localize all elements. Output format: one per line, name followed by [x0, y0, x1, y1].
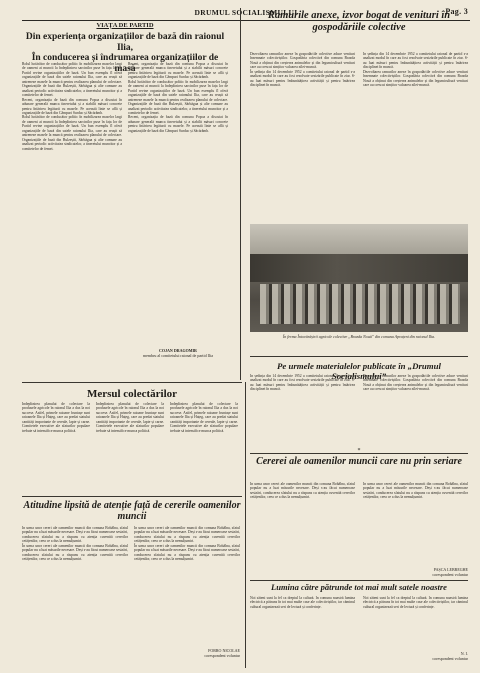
section-tag: VIAȚA DE PARTID [96, 22, 154, 29]
lumina-title: Lumina către pătrunde tot mai mult satele noastre [271, 582, 447, 592]
article2-paragraph: Dezvoltarea ramurilor anexe în gospodăriile colective aduce venituri însemnate colectiviștilor. Gospodăria colectivă din comuna Brazda Nouă a obținut din creșterea animalelor și din legumicultură venituri care au crescut simțitor valoarea zilei-muncă. [250, 52, 355, 70]
article1-paragraph: Recent, organizația de bază din comuna Popoa a discutat în adunare generală munca tineretului și a stabilit măsuri concrete pentru întărirea legăturii cu masele. Pe această linie se află și organizațiile de bază din Câmpuri Surduc și Săcărâmb. [22, 97, 122, 115]
farm-photo [250, 224, 468, 332]
article1-byline: COJAN DRAGOMIR [159, 348, 197, 353]
article2-paragraph: În ședința din 14 decembrie 1952 a comitetului raional de partid s-a analizat modul în care au fost rezolvate sesizările publicate în ziar. S-au luat măsuri pentru îmbunătățirea activității și pentru întărirea disciplinei în muncă. [250, 69, 355, 88]
atitudine-signature [134, 648, 240, 658]
permanente-column-2 [363, 374, 468, 446]
photo-sky [250, 224, 468, 254]
page-number: Pag. 3 [445, 7, 468, 16]
article2-column-1 [250, 52, 355, 218]
permanente-paragraph: În ședința din 14 decembrie 1952 a comitetului raional de partid s-a analizat modul în care au fost rezolvate sesizările publicate în ziar. S-au luat măsuri pentru îmbunătățirea activității și pentru întărirea disciplinei în muncă. [250, 374, 355, 392]
atitudine-paragraph: În urma unor cereri ale oamenilor muncii din comuna Bobâlna, sfatul popular nu a luat măsurile necesare. Deși s-au făcut numeroase sesizări, conducerea sfatului nu a răspuns cu atenția cuvenită cererilor cetățenilor, ceea ce a dus la nemulțumiri. [134, 543, 240, 562]
lumina-column-1 [250, 596, 355, 666]
section-divider [250, 580, 468, 581]
column-divider [240, 8, 241, 380]
column-divider [245, 382, 246, 668]
article1-column-1 [22, 62, 122, 362]
atitudine-paragraph: În urma unor cereri ale oamenilor muncii din comuna Bobâlna, sfatul popular nu a luat măsurile necesare. Deși s-au făcut numeroase sesizări, conducerea sfatului nu a răspuns cu atenția cuvenită cererilor cetățenilor, ceea ce a dus la nemulțumiri. [22, 526, 128, 544]
article2-paragraph: Dezvoltarea ramurilor anexe în gospodăriile colective aduce venituri însemnate colectiviștilor. Gospodăria colectivă din comuna Brazda Nouă a obținut din creșterea animalelor și din legumicultură venituri care au crescut simțitor valoarea zilei-muncă. [363, 69, 468, 88]
mersul-paragraph: Îndeplinirea planului de colectare la produsele agricole în raionul Ilia a dus la noi succese. Astfel, primele raioane fruntașe sunt raioanele Ilia și Hațeg, care au predat statului cantități importante de cereale, lapte și carne. Comitetele executive ale sfaturilor populare trebuie să intensifice munca politică. [96, 402, 164, 433]
article1-paragraph: Recent, organizația de bază din comuna Popoa a discutat în adunare generală munca tineretului și a stabilit măsuri concrete pentru întărirea legăturii cu masele. Pe această linie se află și organizațiile de bază din Câmpuri Surduc și Săcărâmb. [128, 115, 228, 133]
star-separator: * [357, 448, 361, 454]
mersul-paragraph: Îndeplinirea planului de colectare la produsele agricole în raionul Ilia a dus la noi succese. Astfel, primele raioane fruntașe sunt raioanele Ilia și Hațeg, care au predat statului cantități importante de cereale, lapte și carne. Comitetele executive ale sfaturilor populare trebuie să intensifice munca politică. [22, 402, 90, 433]
atitudine-paragraph: În urma unor cereri ale oamenilor muncii din comuna Bobâlna, sfatul popular nu a luat măsurile necesare. Deși s-au făcut numeroase sesizări, conducerea sfatului nu a răspuns cu atenția cuvenită cererilor cetățenilor, ceea ce a dus la nemulțumiri. [22, 543, 128, 562]
lumina-signature [363, 651, 468, 661]
photo-caption: În ferma Întovărășirii agricole colective „Brazda Nouă” din comuna Aprațeni din raionul Ilia. [282, 334, 436, 339]
article1-signature [128, 348, 228, 358]
cereri-title: Cererei ale oamenilor muncii care nu prin seriare [256, 456, 462, 467]
lumina-paragraph: Noi săteni sunt la fel ca dreptul la cultură. În comuna noastră lumina electrică a pătruns în tot mai multe case ale colectiviștilor, iar căminul cultural organizează seri de lectură și conferințe. [250, 596, 355, 609]
mersul-column-2 [96, 402, 164, 494]
section-divider [250, 356, 468, 357]
article2-title: Ramurile anexe, izvor bogat de venituri în gospodăriile colective [267, 10, 451, 33]
mersul-title: Mersul colectărilor [86, 388, 178, 400]
photo-barn-roof [250, 254, 468, 282]
cereri-signature [363, 567, 468, 577]
newspaper-title: DRUMUL SOCIALISMULUI [194, 8, 298, 17]
atitudine-column-2 [134, 526, 240, 644]
cereri-byline: PAȘCA LEBREGHE [433, 567, 468, 572]
article2-paragraph: În ședința din 14 decembrie 1952 a comitetului raional de partid s-a analizat modul în care au fost rezolvate sesizările publicate în ziar. S-au luat măsuri pentru îmbunătățirea activității și pentru întărirea disciplinei în muncă. [363, 52, 468, 70]
mersul-column-3 [170, 402, 238, 494]
lumina-paragraph: Noi săteni sunt la fel ca dreptul la cultură. În comuna noastră lumina electrică a pătruns în tot mai multe case ale colectiviștilor, iar căminul cultural organizează seri de lectură și conferințe. [363, 596, 468, 609]
permanente-paragraph: Dezvoltarea ramurilor anexe în gospodăriile colective aduce venituri însemnate colectiviștilor. Gospodăria colectivă din comuna Brazda Nouă a obținut din creșterea animalelor și din legumicultură venituri care au crescut simțitor valoarea zilei-muncă. [363, 374, 468, 392]
permanente-title: Pe urmele materialelor publicate în „Drumul Socialismului” [277, 361, 441, 381]
lumina-byline-role: corespondent voluntar [432, 656, 468, 661]
atitudine-byline: FORRO NICOLAE [208, 648, 240, 653]
article2-column-2 [363, 52, 468, 218]
cereri-column-1 [250, 482, 355, 576]
section-divider [22, 382, 242, 383]
article1-title: Din experiența organizațiilor de bază din raionul Ilia, [25, 32, 225, 53]
article1-paragraph: Recent, organizația de bază din comuna Popoa a discutat în adunare generală munca tineretului și a stabilit măsuri concrete pentru întărirea legăturii cu masele. Pe această linie se află și organizațiile de bază din Câmpuri Surduc și Săcărâmb. [128, 62, 228, 80]
mersul-paragraph: Îndeplinirea planului de colectare la produsele agricole în raionul Ilia a dus la noi succese. Astfel, primele raioane fruntașe sunt raioanele Ilia și Hațeg, care au predat statului cantități importante de cereale, lapte și carne. Comitetele executive ale sfaturilor populare trebuie să intensifice munca politică. [170, 402, 238, 433]
article1-byline-role: membru al comitetului raional de partid Ilia [143, 353, 213, 358]
article1-paragraph: Rolul hotărâtor de conducător politic în mobilizarea maselor largi de oameni ai muncii la îndeplinirea sarcinilor puse în fața lor de Partid revine organizațiilor de bază. Un bun exemplu îl oferă organizațiile de bază din satele raionului Ilia, care au reușit să antreneze masele la muncă pentru realizarea planului de colectare. Organizațiile de bază din Bulzeștii, Sărbăgua și alte comune au analizat periodic activitatea sindicatelor, a tineretului muncitor și a comitetelor de femei. [128, 79, 228, 115]
cereri-column-2 [363, 482, 468, 566]
section-divider [250, 453, 468, 454]
atitudine-paragraph: În urma unor cereri ale oamenilor muncii din comuna Bobâlna, sfatul popular nu a luat măsurile necesare. Deși s-au făcut numeroase sesizări, conducerea sfatului nu a răspuns cu atenția cuvenită cererilor cetățenilor, ceea ce a dus la nemulțumiri. [134, 526, 240, 544]
article1-subtitle: În conducerea și îndrumarea organizațiilor de masă [31, 53, 219, 74]
article1-paragraph: Rolul hotărâtor de conducător politic în mobilizarea maselor largi de oameni ai muncii la îndeplinirea sarcinilor puse în fața lor de Partid revine organizațiilor de bază. Un bun exemplu îl oferă organizațiile de bază din satele raionului Ilia, care au reușit să antreneze masele la muncă pentru realizarea planului de colectare. Organizațiile de bază din Bulzeștii, Sărbăgua și alte comune au analizat periodic activitatea sindicatelor, a tineretului muncitor și a comitetelor de femei. [22, 62, 122, 98]
lumina-byline: N. I. [460, 651, 468, 656]
cereri-byline-role: corespondent voluntar [432, 572, 468, 577]
atitudine-byline-role: corespondent voluntar [204, 653, 240, 658]
mersul-column-1 [22, 402, 90, 494]
lumina-column-2 [363, 596, 468, 648]
atitudine-column-1 [22, 526, 128, 666]
article1-paragraph: Rolul hotărâtor de conducător politic în mobilizarea maselor largi de oameni ai muncii la îndeplinirea sarcinilor puse în fața lor de Partid revine organizațiilor de bază. Un bun exemplu îl oferă organizațiile de bază din satele raionului Ilia, care au reușit să antreneze masele la muncă pentru realizarea planului de colectare. Organizațiile de bază din Bulzeștii, Sărbăgua și alte comune au analizat periodic activitatea sindicatelor, a tineretului muncitor și a comitetelor de femei. [22, 115, 122, 151]
cereri-paragraph: În urma unor cereri ale oamenilor muncii din comuna Bobâlna, sfatul popular nu a luat măsurile necesare. Deși s-au făcut numeroase sesizări, conducerea sfatului nu a răspuns cu atenția cuvenită cererilor cetățenilor, ceea ce a dus la nemulțumiri. [363, 482, 468, 500]
section-divider [22, 496, 242, 497]
permanente-column-1 [250, 374, 355, 446]
article1-column-2 [128, 62, 228, 344]
photo-livestock [260, 284, 460, 324]
atitudine-title: Atitudine lipsită de atenție față de cererile oamenilor muncii [23, 500, 241, 523]
cereri-paragraph: În urma unor cereri ale oamenilor muncii din comuna Bobâlna, sfatul popular nu a luat măsurile necesare. Deși s-au făcut numeroase sesizări, conducerea sfatului nu a răspuns cu atenția cuvenită cererilor cetățenilor, ceea ce a dus la nemulțumiri. [250, 482, 355, 500]
